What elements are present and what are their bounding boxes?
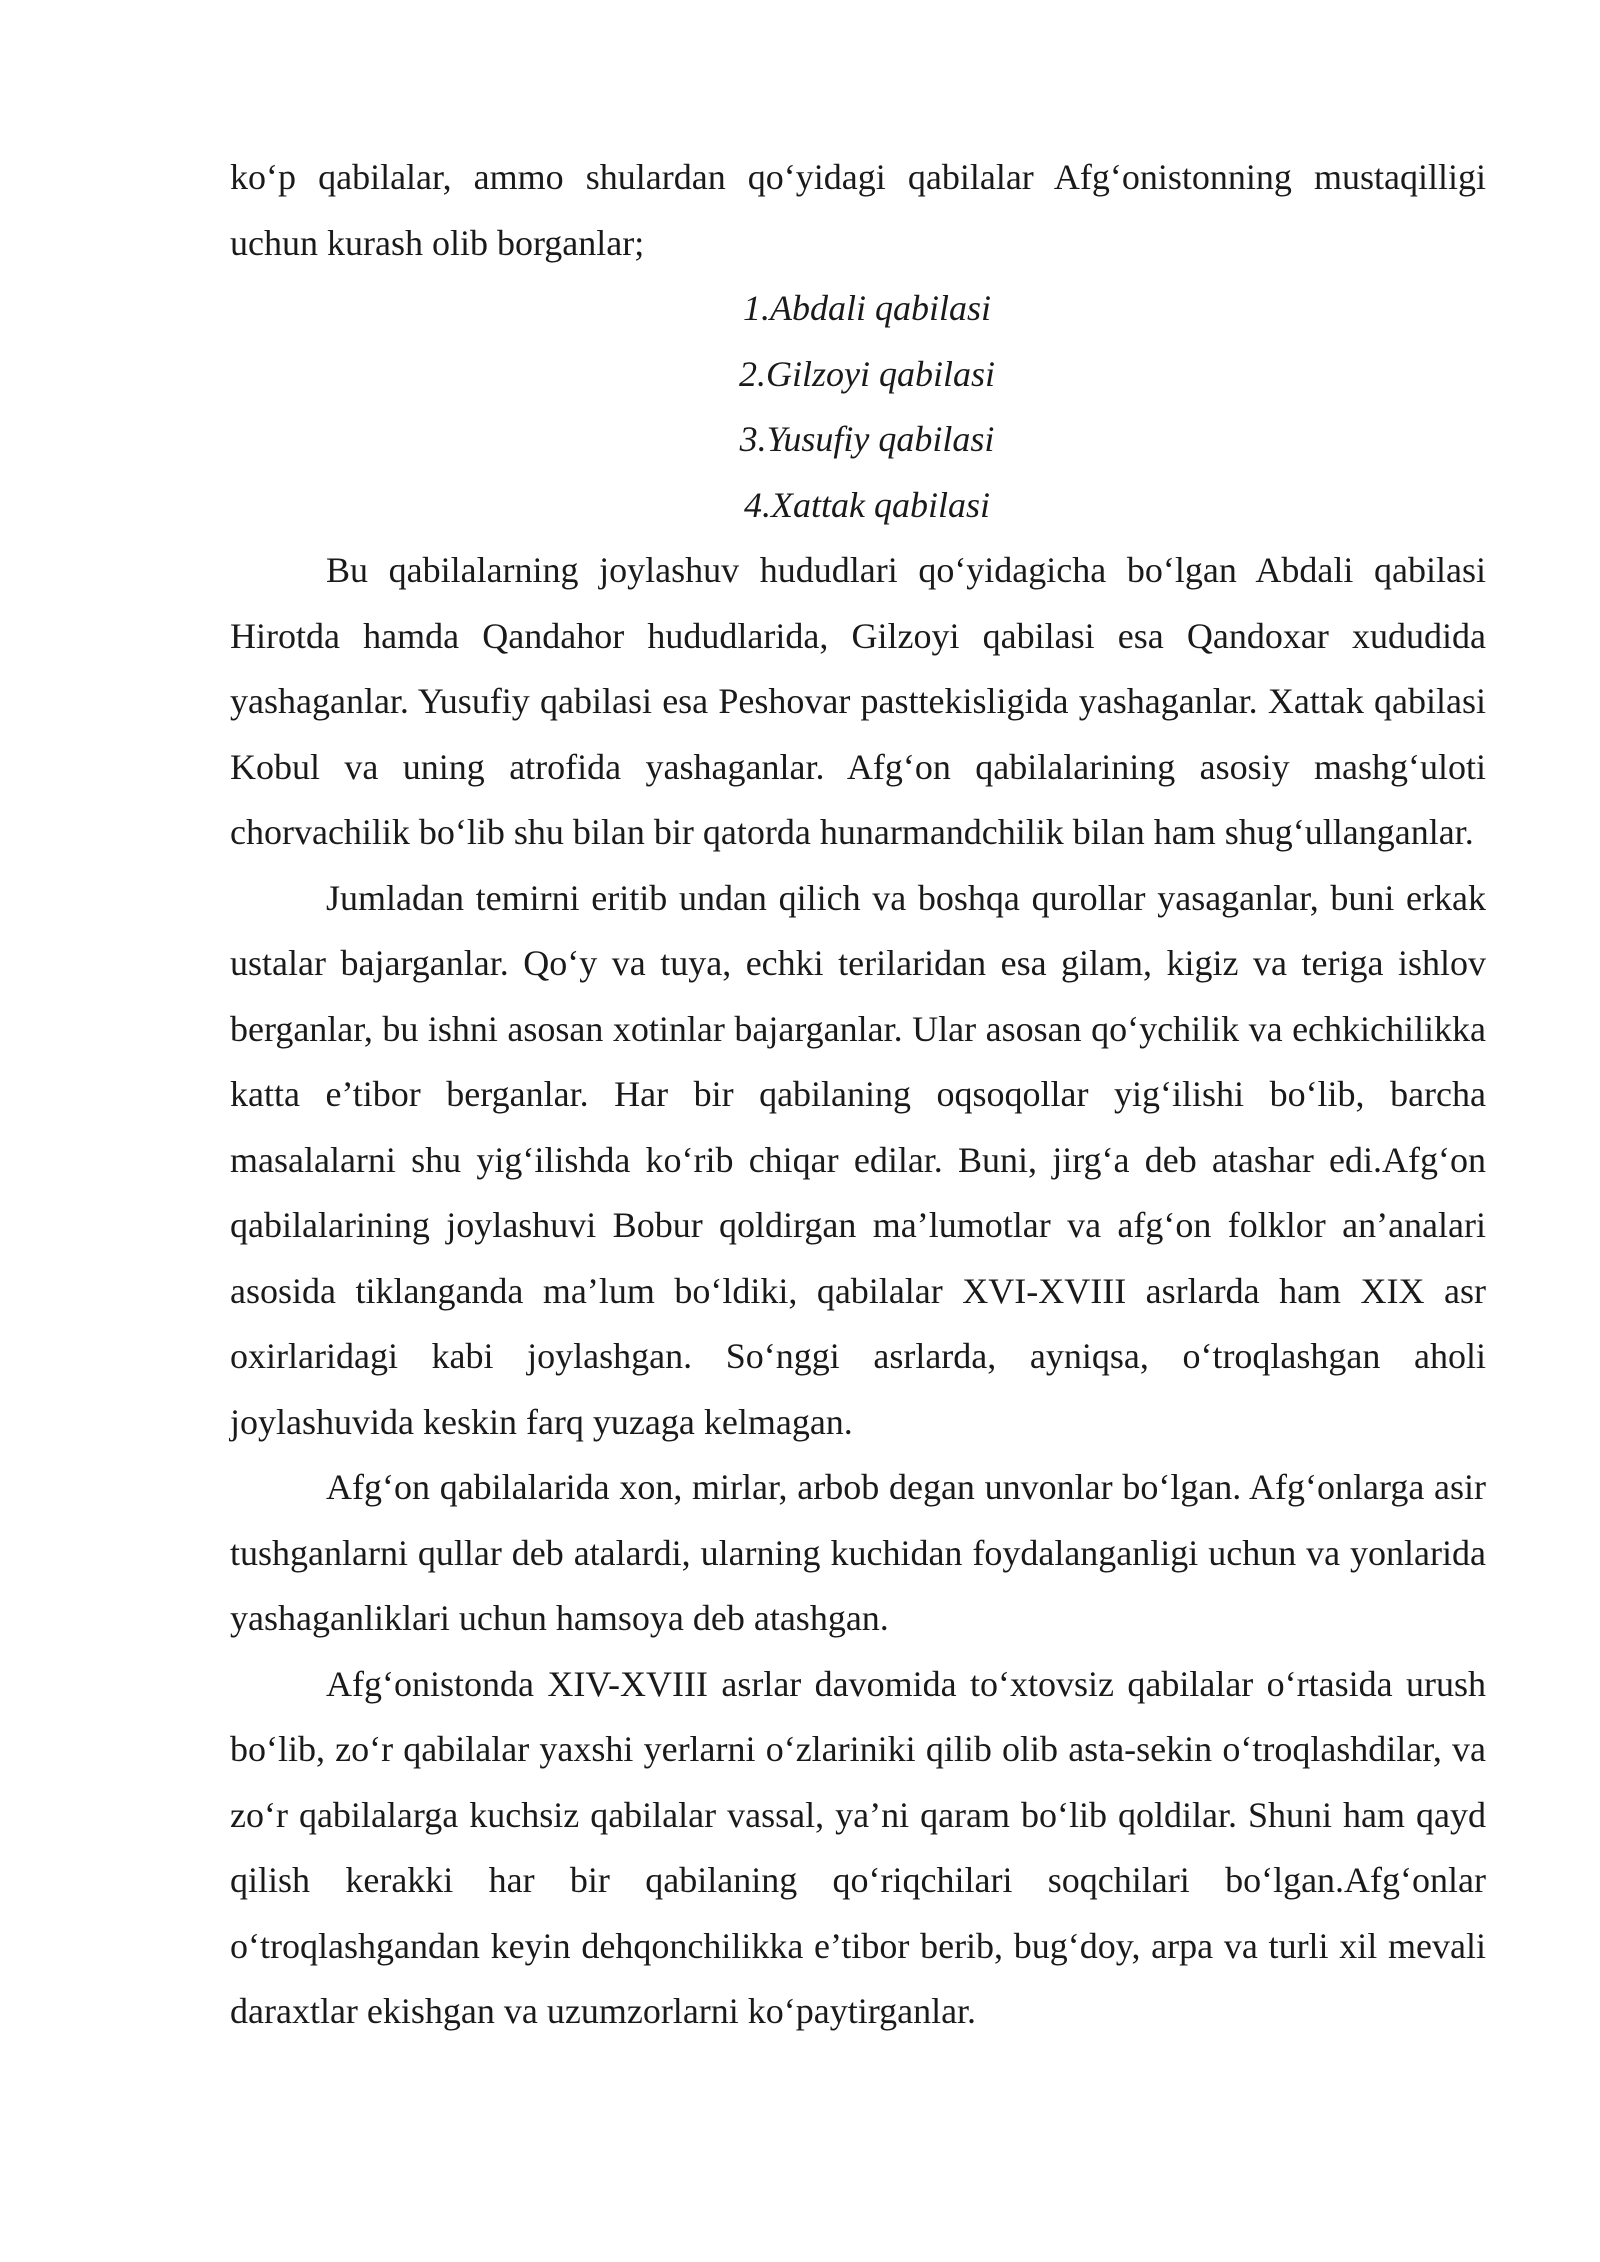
paragraph-wars: Afg‘onistonda XIV-XVIII asrlar davomida to‘xtovsiz qabilalar o‘rtasida urush bo‘lib, zo‘r qabilalar yaxshi yerlarni o‘zlariniki qilib olib asta-sekin o‘troqlashdilar, va zo‘r qabilalarga kuchsiz qabilalar vassal, ya’ni qaram bo‘lib qoldilar. Shuni ham qayd qilish kerakki har bir qabilaning qo‘riqchilari soqchilari bo‘lgan.Afg‘onlar o‘troqlashgandan keyin dehqonchilikka e’tibor berib, bug‘doy, arpa va turli xil mevali daraxtlar ekishgan va uzumzorlarni ko‘paytirganlar. (230, 1663, 1486, 2031)
document-body (230, 145, 1486, 2045)
paragraph-titles: Afg‘on qabilalarida xon, mirlar, arbob degan unvonlar bo‘lgan. Afg‘onlarga asir tushganlarni qullar deb atalardi, ularning kuchidan foydalanganligi uchun va yonlarida yashaganliklari uchun hamsoya deb atashgan. (230, 1467, 1486, 1638)
paragraph-tribe-locations: Bu qabilalarning joylashuv hududlari qo‘yidagicha bo‘lgan Abdali qabilasi Hirotda hamda Qandahor hududlarida, Gilzoyi qabilasi esa Qandoxar xududida yashaganlar. Yusufiy qabilasi esa Peshovar pasttekisligida yashaganlar. Xattak qabilasi Kobul va uning atrofida yashaganlar. Afg‘on qabilalarining asosiy mashg‘uloti chorvachilik bo‘lib shu bilan bir qatorda hunarmandchilik bilan ham shug‘ullanganlar. (230, 550, 1486, 852)
tribe-item-abdali: 1.Abdali qabilasi (742, 288, 991, 328)
tribe-item-xattak: 4.Xattak qabilasi (744, 484, 990, 525)
paragraph-crafts: Jumladan temirni eritib undan qilich va boshqa qurollar yasaganlar, buni erkak ustalar bajarganlar. Qo‘y va tuya, echki terilaridan esa gilam, kigiz va teriga ishlov berganlar, bu ishni asosan xotinlar bajarganlar. Ular asosan qo‘ychilik va echkichilikka katta e’tibor berganlar. Har bir qabilaning oqsoqollar yig‘ilishi bo‘lib, barcha masalalarni shu yig‘ilishda ko‘rib chiqar edilar. Buni, jirg‘a deb atashar edi.Afg‘on qabilalarining joylashuvi Bobur qoldirgan ma’lumotlar va afg‘on folklor an’analari asosida tiklanganda ma’lum bo‘ldiki, qabilalar XVI-XVIII asrlarda ham XIX asr oxirlaridagi kabi joylashgan. So‘nggi asrlarda, ayniqsa, o‘troqlashgan aholi joylashuvida keskin farq yuzaga kelmagan. (230, 877, 1486, 1442)
intro-paragraph: ko‘p qabilalar, ammo shulardan qo‘yidagi qabilalar Afg‘onistonning mustaqilligi uchun kurash olib borganlar; (230, 157, 1486, 263)
tribe-item-yusufiy: 3.Yusufiy qabilasi (739, 419, 995, 459)
tribe-list (230, 276, 1486, 538)
tribe-item-gilzoyi: 2.Gilzoyi qabilasi (738, 353, 995, 394)
